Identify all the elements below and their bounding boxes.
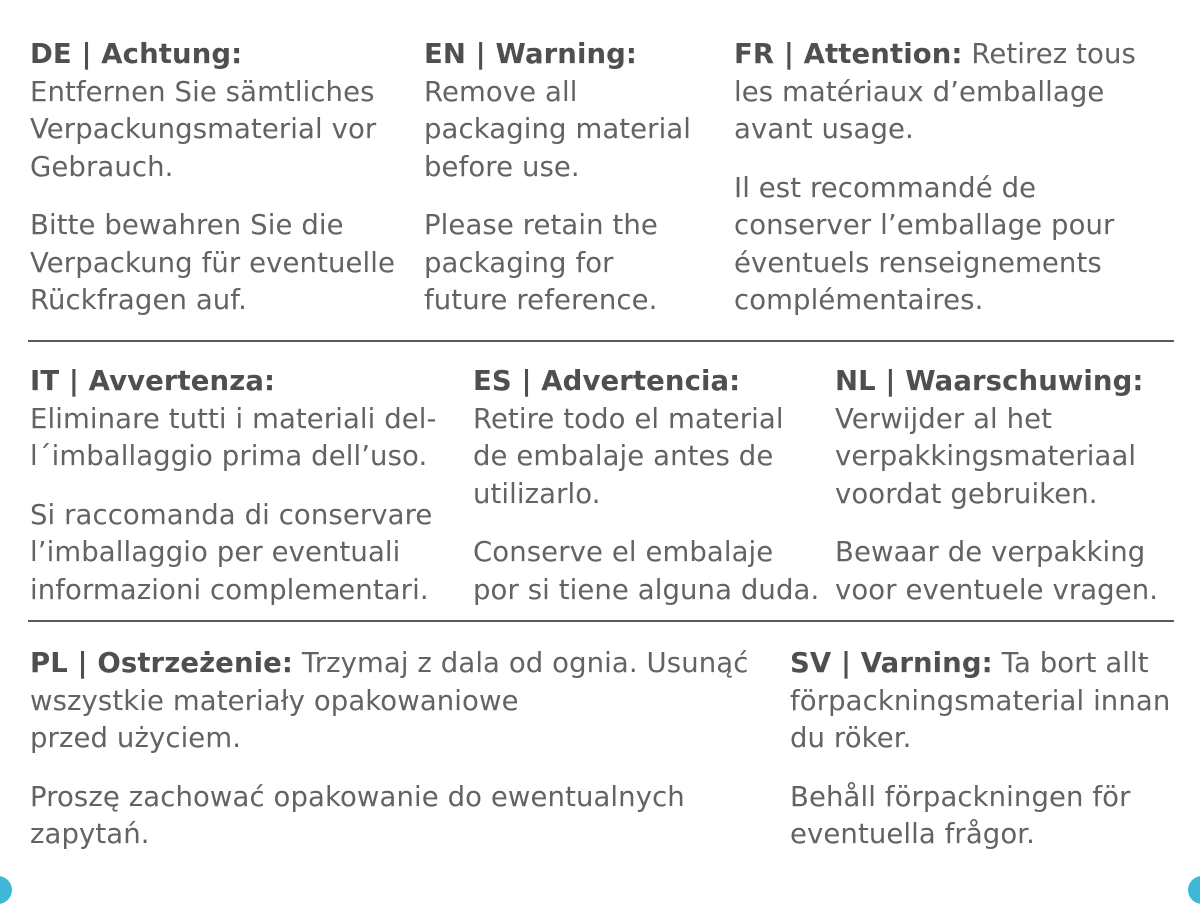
- text-line: informazioni complementari.: [30, 573, 429, 606]
- text-line: voor eventuele vragen.: [835, 573, 1159, 606]
- warning-block-sv: [790, 645, 1170, 854]
- corner-accent: [1188, 876, 1200, 904]
- text-line: Entfernen Sie sämtliches: [30, 75, 375, 108]
- text-line: les matériaux d’emballage: [734, 75, 1105, 108]
- text-line: l’imballaggio per eventuali: [30, 536, 401, 568]
- text-line: voordat gebruiken.: [835, 477, 1098, 510]
- text-line: Remove all: [424, 75, 578, 108]
- text-line: Gebrauch.: [30, 150, 174, 183]
- text-line: avant usage.: [734, 113, 914, 145]
- heading-es: ES | Advertencia:: [473, 365, 741, 397]
- first-line-fr: [734, 36, 1136, 74]
- heading-fr: FR | Attention:: [734, 38, 963, 70]
- text-line: du röker.: [790, 722, 912, 754]
- text-line: Behåll förpackningen för: [790, 780, 1131, 813]
- text-line: packaging for: [424, 246, 614, 279]
- text-line: utilizarlo.: [473, 477, 601, 510]
- corner-accent: [0, 876, 12, 904]
- text-line: packaging material: [424, 113, 692, 145]
- text-line: Bewaar de verpakking: [835, 536, 1146, 568]
- text-line: wszystkie materiały opakowaniowe: [30, 684, 519, 717]
- heading-sv: SV | Varning:: [790, 647, 993, 679]
- text-line: por si tiene alguna duda.: [473, 573, 820, 606]
- text-line: Bitte bewahren Sie die: [30, 209, 344, 241]
- divider: [28, 620, 1174, 622]
- text-line: Eliminare tutti i materiali del-: [30, 402, 437, 435]
- heading-en: EN | Warning:: [424, 38, 638, 70]
- text-line: eventuella frågor.: [790, 818, 1035, 850]
- heading-nl: NL | Waarschuwing:: [835, 365, 1144, 397]
- text-line: Retire todo el material: [473, 402, 784, 435]
- heading-de: DE | Achtung:: [30, 38, 243, 70]
- text-line: éventuels renseignements: [734, 246, 1102, 279]
- warning-block-it: [30, 363, 437, 609]
- text-line: conserver l’emballage pour: [734, 209, 1115, 241]
- text-line: Conserve el embalaje: [473, 536, 774, 568]
- text-line: l´imballaggio prima dell’uso.: [30, 440, 428, 472]
- warning-block-de: [30, 36, 395, 320]
- text-line: Verpackung für eventuelle: [30, 246, 395, 279]
- text-line: förpackningsmaterial innan: [790, 684, 1171, 717]
- text-line: zapytań.: [30, 818, 150, 850]
- text-line: Si raccomanda di conservare: [30, 498, 433, 531]
- text-line: complémentaires.: [734, 284, 984, 316]
- heading-pl: PL | Ostrzeżenie:: [30, 647, 293, 679]
- inline-text: Retirez tous: [962, 38, 1136, 70]
- text-line: before use.: [424, 150, 580, 183]
- heading-it: IT | Avvertenza:: [30, 365, 276, 397]
- text-line: future reference.: [424, 284, 658, 316]
- text-line: verpakkingsmateriaal: [835, 440, 1137, 472]
- text-line: Proszę zachować opakowanie do ewentualnych: [30, 780, 685, 813]
- first-line-sv: [790, 645, 1170, 683]
- divider: [28, 340, 1174, 342]
- first-line-pl: [30, 645, 748, 683]
- warning-block-pl: [30, 645, 748, 854]
- text-line: Please retain the: [424, 209, 658, 241]
- inline-text: Ta bort allt: [992, 647, 1149, 679]
- warning-block-es: [473, 363, 819, 609]
- text-line: de embalaje antes de: [473, 440, 774, 472]
- warning-block-nl: [835, 363, 1158, 609]
- text-line: Il est recommandé de: [734, 171, 1037, 204]
- text-line: Verwijder al het: [835, 402, 1053, 435]
- inline-text: Trzymaj z dala od ognia. Usunąć: [293, 647, 749, 679]
- text-line: przed użyciem.: [30, 722, 242, 754]
- warning-block-en: [424, 36, 691, 320]
- text-line: Rückfragen auf.: [30, 284, 247, 316]
- text-line: Verpackungsmaterial vor: [30, 113, 377, 145]
- warning-block-fr: [734, 36, 1136, 320]
